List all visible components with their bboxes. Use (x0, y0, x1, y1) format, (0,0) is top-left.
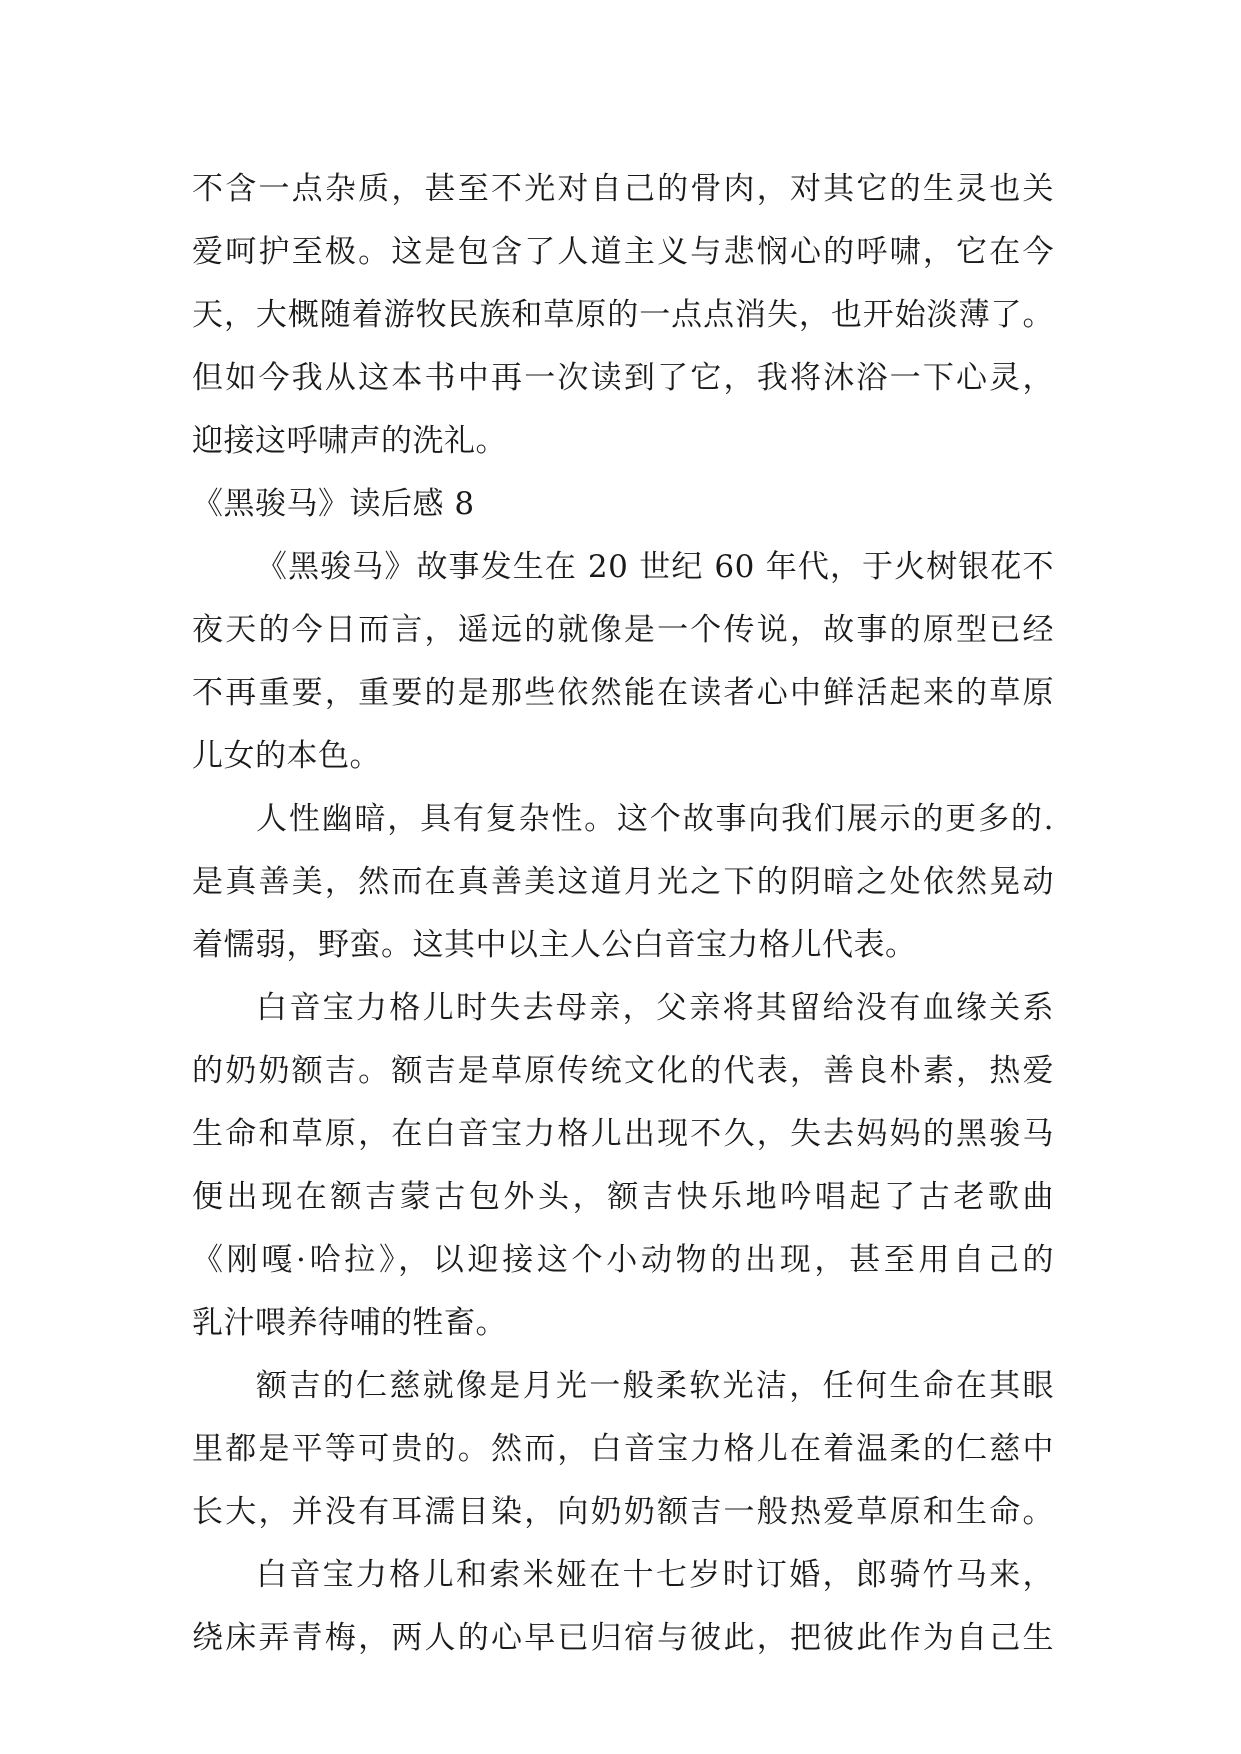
document-body (192, 158, 1054, 1670)
text-line: 儿女的本色。 (192, 738, 381, 774)
text-line: 乳汁喂养待哺的牲畜。 (192, 1305, 507, 1341)
paragraph (192, 1544, 1054, 1670)
text-line: 是真善美，然而在真善美这道月光之下的阴暗之处依然晃动 (192, 864, 1054, 900)
text-line: 里都是平等可贵的。然而，白音宝力格儿在着温柔的仁慈中 (192, 1431, 1054, 1467)
paragraph (192, 536, 1054, 788)
text-line: 额吉的仁慈就像是月光一般柔软光洁，任何生命在其眼 (256, 1368, 1054, 1404)
text-line: 便出现在额吉蒙古包外头，额吉快乐地吟唱起了古老歌曲 (192, 1179, 1054, 1215)
text-line: 绕床弄青梅，两人的心早已归宿与彼此，把彼此作为自己生 (192, 1620, 1054, 1656)
text-line: 的奶奶额吉。额吉是草原传统文化的代表，善良朴素，热爱 (192, 1053, 1054, 1089)
text-line: 天，大概随着游牧民族和草原的一点点消失，也开始淡薄了。 (192, 297, 1054, 333)
text-line: 夜天的今日而言，遥远的就像是一个传说，故事的原型已经 (192, 612, 1054, 648)
text-line: 《刚嘎·哈拉》，以迎接这个小动物的出现，甚至用自己的 (192, 1242, 1054, 1278)
paragraph (192, 1355, 1054, 1544)
paragraph (192, 788, 1054, 977)
text-line: 不含一点杂质，甚至不光对自己的骨肉，对其它的生灵也关 (192, 171, 1054, 207)
text-line: 人性幽暗，具有复杂性。这个故事向我们展示的更多的. (256, 801, 1054, 837)
paragraph (192, 977, 1054, 1355)
text-line: 爱呵护至极。这是包含了人道主义与悲悯心的呼啸，它在今 (192, 234, 1054, 270)
text-line: 迎接这呼啸声的洗礼。 (192, 423, 507, 459)
section-heading: 《黑骏马》读后感 8 (192, 486, 475, 522)
text-line: 《黑骏马》故事发生在 20 世纪 60 年代，于火树银花不 (256, 549, 1054, 585)
text-line: 着懦弱，野蛮。这其中以主人公白音宝力格儿代表。 (192, 927, 917, 963)
prev-paragraph (192, 158, 1054, 473)
text-line: 白音宝力格儿和索米娅在十七岁时订婚，郎骑竹马来， (256, 1557, 1054, 1593)
text-line: 不再重要，重要的是那些依然能在读者心中鲜活起来的草原 (192, 675, 1054, 711)
text-line: 长大，并没有耳濡目染，向奶奶额吉一般热爱草原和生命。 (192, 1494, 1054, 1530)
text-line: 生命和草原，在白音宝力格儿出现不久，失去妈妈的黑骏马 (192, 1116, 1054, 1152)
text-line: 白音宝力格儿时失去母亲，父亲将其留给没有血缘关系 (256, 990, 1054, 1026)
text-line: 但如今我从这本书中再一次读到了它，我将沐浴一下心灵， (192, 360, 1054, 396)
